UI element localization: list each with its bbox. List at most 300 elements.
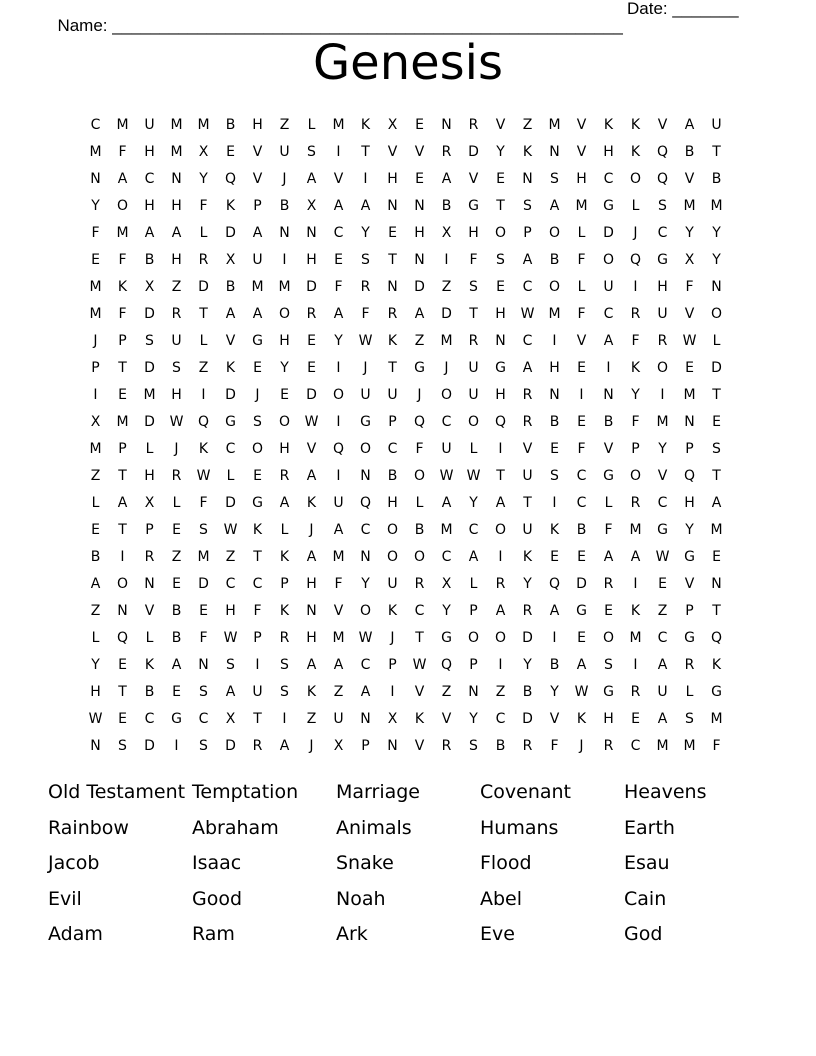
grid-letter: R — [603, 575, 614, 592]
grid-letter: F — [334, 575, 343, 592]
grid-letter: N — [414, 251, 425, 268]
grid-letter: C — [360, 656, 371, 673]
grid-letter: U — [441, 440, 452, 457]
grid-letter: I — [444, 251, 449, 268]
grid-letter: T — [496, 197, 505, 214]
grid-letter: B — [441, 197, 452, 214]
grid-letter: H — [549, 359, 560, 376]
grid-letter: H — [306, 251, 317, 268]
grid-letter: Z — [171, 278, 182, 295]
grid-letter: E — [631, 710, 640, 727]
grid-letter: D — [144, 737, 155, 754]
grid-letter: T — [388, 251, 397, 268]
grid-letter: X — [684, 251, 695, 268]
grid-letter: K — [522, 143, 533, 160]
grid-letter: F — [577, 251, 586, 268]
grid-letter: V — [576, 116, 587, 133]
grid-letter: I — [93, 386, 98, 403]
grid-letter: R — [495, 575, 506, 592]
grid-letter: L — [685, 683, 694, 700]
grid-letter: D — [468, 143, 479, 160]
grid-row — [82, 138, 732, 165]
grid-letter: K — [306, 494, 317, 511]
grid-letter: M — [548, 305, 561, 322]
grid-letter: C — [387, 440, 398, 457]
grid-letter: T — [496, 467, 505, 484]
grid-letter: U — [252, 251, 263, 268]
grid-letter: V — [657, 467, 668, 484]
grid-letter: A — [252, 224, 263, 241]
grid-letter: D — [144, 359, 155, 376]
grid-letter: S — [550, 170, 559, 187]
grid-letter: C — [603, 305, 614, 322]
grid-letter: S — [685, 710, 694, 727]
grid-letter: A — [495, 602, 506, 619]
grid-letter: A — [522, 359, 533, 376]
grid-letter: V — [576, 143, 587, 160]
grid-letter: P — [118, 332, 127, 349]
grid-letter: B — [603, 413, 614, 430]
grid-letter: T — [712, 143, 721, 160]
grid-letter: A — [306, 656, 317, 673]
grid-row — [82, 732, 732, 759]
grid-letter: E — [253, 359, 262, 376]
grid-letter: R — [630, 305, 641, 322]
grid-letter: A — [225, 305, 236, 322]
grid-letter: P — [469, 656, 478, 673]
grid-letter: N — [279, 224, 290, 241]
grid-letter: I — [498, 440, 503, 457]
grid-letter: I — [552, 332, 557, 349]
grid-letter: M — [710, 197, 723, 214]
grid-letter: L — [577, 278, 586, 295]
grid-letter: F — [604, 521, 613, 538]
word-list-item: Old Testament — [48, 781, 186, 803]
grid-letter: F — [469, 251, 478, 268]
grid-letter: M — [656, 737, 669, 754]
grid-letter: U — [360, 386, 371, 403]
grid-letter: N — [90, 170, 101, 187]
grid-letter: I — [336, 143, 341, 160]
grid-letter: R — [522, 737, 533, 754]
grid-letter: E — [172, 575, 181, 592]
grid-letter: X — [306, 197, 317, 214]
grid-letter: E — [307, 359, 316, 376]
grid-letter: A — [603, 548, 614, 565]
grid-letter: H — [171, 197, 182, 214]
grid-letter: E — [388, 224, 397, 241]
grid-letter: S — [469, 737, 478, 754]
grid-letter: O — [467, 413, 480, 430]
grid-letter: R — [684, 656, 695, 673]
grid-letter: R — [198, 251, 209, 268]
grid-letter: D — [225, 224, 236, 241]
grid-letter: A — [549, 197, 560, 214]
grid-letter: P — [388, 656, 397, 673]
grid-letter: U — [657, 305, 668, 322]
grid-letter: Y — [712, 224, 721, 241]
grid-letter: K — [279, 602, 290, 619]
grid-letter: N — [90, 737, 101, 754]
grid-letter: Q — [440, 656, 453, 673]
grid-letter: I — [282, 251, 287, 268]
grid-letter: K — [225, 359, 236, 376]
grid-letter: N — [549, 386, 560, 403]
grid-letter: G — [603, 467, 614, 484]
grid-letter: M — [89, 143, 102, 160]
grid-letter: S — [253, 413, 262, 430]
grid-letter: M — [575, 197, 588, 214]
grid-letter: U — [711, 116, 722, 133]
grid-letter: N — [414, 197, 425, 214]
grid-letter: W — [223, 521, 238, 538]
grid-letter: E — [577, 413, 586, 430]
grid-letter: M — [170, 143, 183, 160]
grid-letter: A — [333, 656, 344, 673]
grid-letter: N — [387, 737, 398, 754]
grid-letter: A — [657, 656, 668, 673]
grid-letter: F — [415, 440, 424, 457]
grid-letter: J — [309, 521, 314, 538]
grid-letter: M — [629, 521, 642, 538]
grid-letter: R — [522, 386, 533, 403]
grid-letter: F — [253, 602, 262, 619]
grid-letter: V — [549, 710, 560, 727]
grid-letter: E — [712, 548, 721, 565]
grid-letter: O — [278, 413, 291, 430]
grid-letter: M — [440, 332, 453, 349]
grid-letter: C — [441, 413, 452, 430]
grid-letter: R — [630, 494, 641, 511]
grid-letter: Z — [90, 467, 101, 484]
grid-letter: C — [198, 710, 209, 727]
grid-letter: Z — [495, 683, 506, 700]
grid-letter: Z — [441, 683, 452, 700]
grid-letter: K — [225, 197, 236, 214]
grid-letter: E — [334, 251, 343, 268]
grid-letter: F — [334, 278, 343, 295]
grid-letter: W — [520, 305, 535, 322]
grid-letter: R — [252, 737, 263, 754]
grid-letter: V — [468, 170, 479, 187]
grid-letter: C — [144, 170, 155, 187]
grid-letter: I — [606, 359, 611, 376]
grid-row — [82, 678, 732, 705]
grid-letter: M — [629, 629, 642, 646]
grid-letter: A — [333, 521, 344, 538]
grid-row — [82, 543, 732, 570]
grid-letter: I — [633, 656, 638, 673]
grid-letter: K — [711, 656, 722, 673]
word-list-item: Rainbow — [48, 816, 129, 839]
page-title: Genesis — [312, 35, 504, 91]
grid-letter: A — [279, 494, 290, 511]
grid-letter: M — [116, 413, 129, 430]
grid-letter: C — [522, 332, 533, 349]
grid-letter: L — [145, 440, 154, 457]
grid-letter: C — [252, 575, 263, 592]
grid-letter: I — [579, 386, 584, 403]
grid-letter: H — [495, 305, 506, 322]
grid-letter: Q — [197, 413, 210, 430]
word-list-item: Adam — [48, 923, 103, 945]
grid-letter: D — [711, 359, 722, 376]
grid-letter: Y — [550, 683, 559, 700]
grid-letter: W — [412, 656, 427, 673]
grid-letter: A — [711, 494, 722, 511]
grid-letter: G — [603, 683, 614, 700]
grid-letter: X — [333, 737, 344, 754]
grid-letter: F — [118, 305, 127, 322]
grid-letter: I — [552, 629, 557, 646]
grid-letter: I — [633, 575, 638, 592]
grid-letter: O — [359, 440, 372, 457]
grid-letter: W — [88, 710, 103, 727]
grid-letter: J — [282, 170, 287, 187]
grid-letter: X — [144, 278, 155, 295]
grid-letter: Y — [361, 575, 370, 592]
grid-letter: N — [684, 413, 695, 430]
grid-letter: I — [498, 548, 503, 565]
grid-letter: T — [118, 521, 127, 538]
grid-letter: V — [657, 116, 668, 133]
grid-letter: L — [280, 521, 289, 538]
grid-letter: S — [226, 656, 235, 673]
grid-letter: K — [360, 116, 371, 133]
grid-letter: V — [387, 143, 398, 160]
grid-letter: M — [116, 116, 129, 133]
grid-letter: A — [576, 656, 587, 673]
grid-letter: D — [414, 278, 425, 295]
grid-letter: H — [414, 224, 425, 241]
grid-letter: T — [253, 710, 262, 727]
grid-letter: U — [171, 332, 182, 349]
grid-letter: E — [550, 548, 559, 565]
grid-letter: M — [683, 386, 696, 403]
grid-letter: T — [523, 494, 532, 511]
grid-letter: Y — [523, 575, 532, 592]
grid-letter: E — [415, 116, 424, 133]
grid-letter: Z — [441, 278, 452, 295]
grid-row — [82, 489, 732, 516]
grid-letter: H — [171, 386, 182, 403]
grid-letter: F — [361, 305, 370, 322]
word-list-item: Eve — [480, 923, 515, 945]
grid-letter: H — [279, 332, 290, 349]
grid-letter: K — [279, 548, 290, 565]
grid-letter: E — [253, 467, 262, 484]
grid-letter: W — [358, 629, 373, 646]
grid-letter: N — [711, 278, 722, 295]
grid-letter: K — [252, 521, 263, 538]
grid-letter: Q — [224, 170, 237, 187]
grid-letter: I — [552, 494, 557, 511]
grid-row — [82, 354, 732, 381]
word-list-item: Cain — [624, 887, 667, 910]
grid-letter: R — [441, 143, 452, 160]
grid-letter: D — [576, 575, 587, 592]
grid-letter: H — [387, 170, 398, 187]
grid-letter: O — [710, 305, 723, 322]
grid-letter: F — [91, 224, 100, 241]
grid-letter: V — [495, 116, 506, 133]
grid-letter: D — [225, 737, 236, 754]
grid-letter: N — [495, 332, 506, 349]
grid-letter: M — [143, 386, 156, 403]
grid-letter: O — [494, 629, 507, 646]
grid-letter: S — [523, 197, 532, 214]
grid-letter: E — [604, 602, 613, 619]
grid-letter: B — [576, 521, 587, 538]
grid-letter: J — [174, 440, 179, 457]
grid-letter: D — [522, 629, 533, 646]
grid-letter: H — [225, 602, 236, 619]
grid-letter: M — [548, 116, 561, 133]
grid-letter: N — [117, 602, 128, 619]
grid-letter: B — [387, 467, 398, 484]
grid-letter: O — [656, 359, 669, 376]
grid-letter: F — [685, 278, 694, 295]
grid-letter: N — [522, 170, 533, 187]
word-list-item: Humans — [480, 816, 559, 839]
grid-letter: F — [199, 197, 208, 214]
grid-row — [82, 651, 732, 678]
grid-letter: D — [306, 386, 317, 403]
grid-letter: D — [225, 494, 236, 511]
word-list-item: Covenant — [480, 781, 572, 803]
grid-letter: T — [118, 359, 127, 376]
grid-letter: G — [171, 710, 182, 727]
grid-letter: I — [633, 278, 638, 295]
grid-letter: B — [522, 683, 533, 700]
grid-row — [82, 408, 732, 435]
grid-letter: T — [118, 683, 127, 700]
grid-letter: D — [441, 305, 452, 322]
word-list-item: Isaac — [192, 852, 242, 874]
grid-letter: M — [251, 278, 264, 295]
grid-letter: U — [333, 494, 344, 511]
grid-letter: Y — [496, 143, 505, 160]
grid-letter: R — [360, 278, 371, 295]
grid-letter: Q — [548, 575, 561, 592]
grid-letter: R — [657, 332, 668, 349]
grid-letter: A — [90, 575, 101, 592]
grid-letter: O — [602, 629, 615, 646]
grid-letter: Q — [332, 440, 345, 457]
grid-letter: D — [522, 710, 533, 727]
grid-letter: M — [332, 116, 345, 133]
grid-letter: Q — [656, 143, 669, 160]
grid-letter: F — [577, 440, 586, 457]
grid-letter: O — [629, 467, 642, 484]
grid-row — [82, 516, 732, 543]
grid-letter: Q — [116, 629, 129, 646]
grid-letter: T — [469, 305, 478, 322]
grid-letter: K — [576, 710, 587, 727]
grid-letter: M — [170, 116, 183, 133]
grid-letter: D — [144, 305, 155, 322]
grid-letter: D — [198, 575, 209, 592]
grid-letter: H — [90, 683, 101, 700]
grid-letter: W — [655, 548, 670, 565]
grid-letter: O — [440, 386, 453, 403]
grid-letter: C — [225, 575, 236, 592]
grid-letter: S — [496, 251, 505, 268]
grid-letter: K — [198, 440, 209, 457]
grid-letter: H — [657, 278, 668, 295]
grid-letter: N — [387, 197, 398, 214]
grid-letter: Z — [657, 602, 668, 619]
grid-letter: A — [495, 494, 506, 511]
grid-letter: R — [603, 737, 614, 754]
grid-letter: R — [279, 467, 290, 484]
grid-letter: P — [91, 359, 100, 376]
grid-letter: N — [306, 224, 317, 241]
grid-letter: E — [280, 386, 289, 403]
grid-letter: W — [223, 629, 238, 646]
grid-letter: J — [363, 359, 368, 376]
grid-letter: E — [658, 575, 667, 592]
grid-letter: B — [144, 251, 155, 268]
grid-letter: K — [630, 359, 641, 376]
grid-letter: L — [712, 332, 721, 349]
grid-letter: B — [225, 278, 236, 295]
grid-letter: I — [201, 386, 206, 403]
grid-letter: O — [278, 305, 291, 322]
grid-letter: N — [603, 386, 614, 403]
grid-letter: L — [415, 494, 424, 511]
grid-letter: Q — [656, 170, 669, 187]
grid-letter: O — [116, 575, 129, 592]
grid-letter: X — [225, 251, 236, 268]
grid-letter: P — [388, 413, 397, 430]
grid-letter: C — [333, 224, 344, 241]
grid-letter: A — [333, 197, 344, 214]
grid-letter: O — [386, 521, 399, 538]
grid-letter: K — [414, 710, 425, 727]
grid-letter: T — [388, 359, 397, 376]
grid-letter: M — [710, 710, 723, 727]
grid-letter: A — [144, 224, 155, 241]
grid-letter: Q — [359, 494, 372, 511]
grid-letter: T — [199, 305, 208, 322]
grid-letter: T — [118, 467, 127, 484]
grid-letter: S — [172, 359, 181, 376]
grid-letter: L — [172, 494, 181, 511]
grid-letter: R — [441, 737, 452, 754]
grid-letter: F — [199, 494, 208, 511]
grid-letter: B — [171, 602, 182, 619]
grid-letter: E — [577, 359, 586, 376]
grid-letter: M — [89, 278, 102, 295]
grid-row — [82, 624, 732, 651]
grid-letter: D — [225, 386, 236, 403]
grid-letter: V — [225, 332, 236, 349]
grid-letter: I — [498, 656, 503, 673]
word-list — [48, 776, 768, 954]
grid-letter: C — [657, 629, 668, 646]
grid-letter: E — [577, 629, 586, 646]
grid-letter: I — [174, 737, 179, 754]
grid-letter: S — [604, 656, 613, 673]
grid-letter: E — [577, 548, 586, 565]
grid-letter: O — [629, 170, 642, 187]
grid-letter: M — [197, 548, 210, 565]
grid-letter: E — [226, 143, 235, 160]
grid-letter: O — [386, 548, 399, 565]
grid-letter: A — [684, 116, 695, 133]
grid-letter: Q — [629, 251, 642, 268]
